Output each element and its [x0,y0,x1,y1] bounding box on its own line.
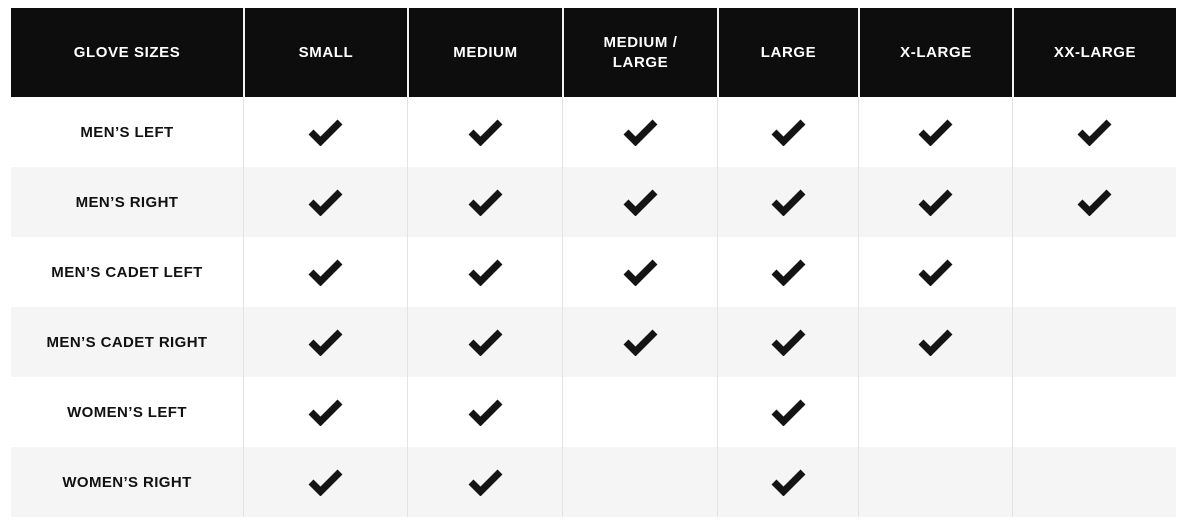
check-icon [771,329,806,356]
row-label [11,447,243,517]
size-availability-cell [1012,307,1176,377]
row-label [11,377,243,447]
size-availability-cell [858,97,1012,167]
header-label: MEDIUM / LARGE [603,34,678,71]
size-availability-cell [717,97,858,167]
check-icon [468,399,503,426]
size-availability-cell [243,237,407,307]
table-body [11,97,1176,517]
header-cell-glove-sizes [11,8,243,97]
header-cell-xx-large [1012,8,1176,97]
row-label [11,97,243,167]
check-icon [623,189,658,216]
size-availability-cell [1012,97,1176,167]
size-availability-cell [1012,167,1176,237]
check-icon [308,259,343,286]
table-row [11,97,1176,167]
size-availability-cell [407,237,562,307]
check-icon [468,329,503,356]
size-availability-cell [243,307,407,377]
row-label [11,307,243,377]
size-availability-cell [858,167,1012,237]
check-icon [468,259,503,286]
size-availability-cell [717,307,858,377]
header-cell-medium-large [562,8,717,97]
size-availability-cell [243,97,407,167]
size-availability-cell [717,377,858,447]
check-icon [623,259,658,286]
size-availability-cell [562,97,717,167]
check-icon [623,119,658,146]
header-label: MEDIUM [453,43,518,61]
size-availability-cell [562,307,717,377]
size-availability-cell [717,447,858,517]
header-cell-medium [407,8,562,97]
check-icon [468,469,503,496]
table-row [11,237,1176,307]
size-availability-cell [562,447,717,517]
size-availability-cell [407,377,562,447]
size-availability-cell [1012,447,1176,517]
size-availability-cell [717,167,858,237]
check-icon [771,189,806,216]
row-label-text: MEN’S RIGHT [75,193,179,211]
table-header-row [11,8,1176,97]
size-availability-cell [562,167,717,237]
check-icon [918,329,953,356]
size-availability-cell [407,97,562,167]
check-icon [1077,119,1112,146]
check-icon [918,119,953,146]
size-availability-cell [243,167,407,237]
check-icon [918,189,953,216]
check-icon [771,399,806,426]
check-icon [308,119,343,146]
row-label-text: WOMEN’S RIGHT [62,473,192,491]
size-availability-cell [858,307,1012,377]
row-label-text: MEN’S CADET LEFT [51,263,203,281]
check-icon [771,259,806,286]
check-icon [308,399,343,426]
table-row [11,307,1176,377]
check-icon [308,469,343,496]
row-label-text: WOMEN’S LEFT [67,403,187,421]
row-label [11,237,243,307]
row-label-text: MEN’S LEFT [80,123,174,141]
header-label: LARGE [760,43,817,61]
size-availability-cell [1012,377,1176,447]
check-icon [918,259,953,286]
size-availability-cell [243,377,407,447]
table-row [11,447,1176,517]
check-icon [771,469,806,496]
glove-sizes-table [11,8,1176,517]
table-row [11,377,1176,447]
size-availability-cell [858,447,1012,517]
check-icon [468,119,503,146]
size-availability-cell [407,447,562,517]
header-label: X-LARGE [900,43,972,61]
size-availability-cell [717,237,858,307]
size-availability-cell [407,307,562,377]
check-icon [468,189,503,216]
header-cell-small [243,8,407,97]
table-row [11,167,1176,237]
check-icon [771,119,806,146]
row-label-text: MEN’S CADET RIGHT [46,333,208,351]
size-availability-cell [562,237,717,307]
check-icon [308,329,343,356]
header-label: XX-LARGE [1053,43,1137,61]
size-availability-cell [858,377,1012,447]
size-availability-cell [562,377,717,447]
check-icon [623,329,658,356]
header-cell-large [717,8,858,97]
size-availability-cell [407,167,562,237]
header-label: SMALL [298,43,354,61]
check-icon [308,189,343,216]
header-label: GLOVE SIZES [73,43,181,61]
check-icon [1077,189,1112,216]
row-label [11,167,243,237]
size-availability-cell [1012,237,1176,307]
size-availability-cell [243,447,407,517]
header-cell-x-large [858,8,1012,97]
size-availability-cell [858,237,1012,307]
